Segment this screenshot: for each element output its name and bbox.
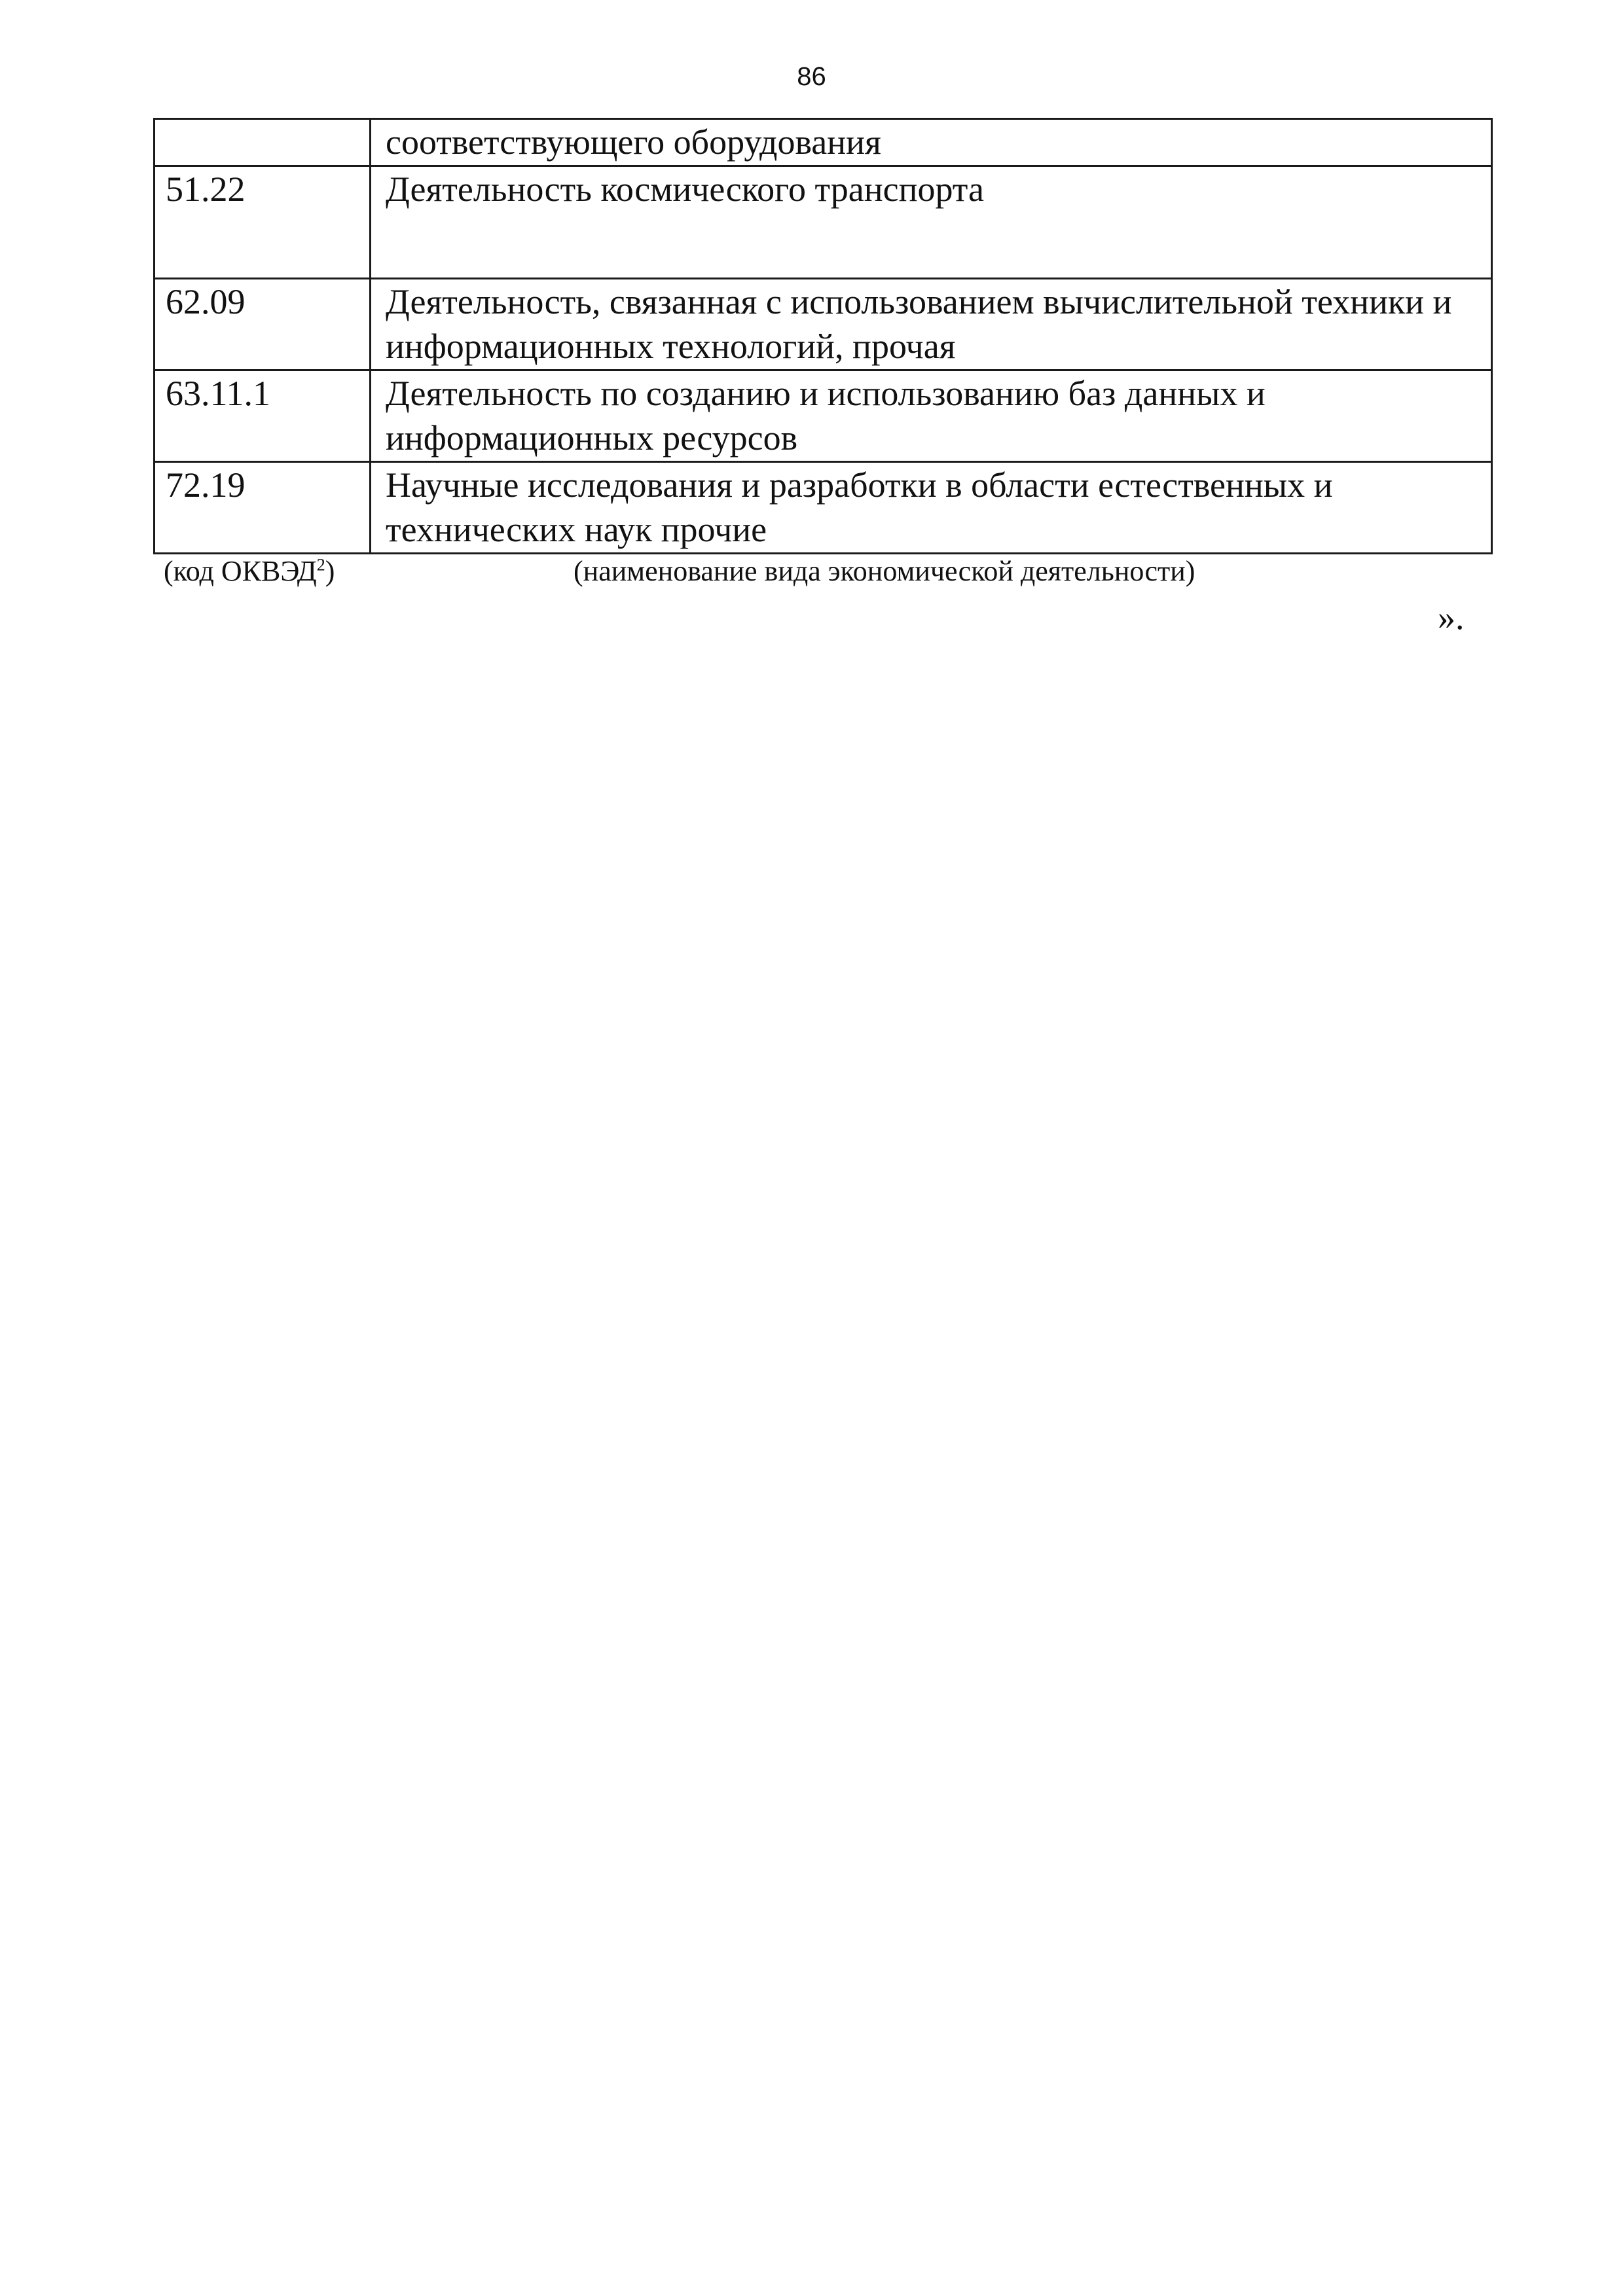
activity-name-cell: Деятельность по созданию и использованию баз данных и информационных ресурсов	[371, 370, 1492, 462]
okved-code-cell: 63.11.1	[155, 370, 371, 462]
activity-name-cell: соответствующего оборудования	[371, 119, 1492, 166]
okved-code-cell: 51.22	[155, 166, 371, 279]
okved-code-cell: 62.09	[155, 279, 371, 370]
okved-code-caption-close: )	[325, 555, 335, 587]
table-row	[155, 119, 1492, 166]
table-row	[155, 279, 1492, 370]
okved-table	[153, 118, 1493, 554]
activity-name-cell: Деятельность, связанная с использованием вычислительной техники и информационных технологий, прочая	[371, 279, 1492, 370]
okved-code-caption	[164, 554, 335, 589]
table-row	[155, 462, 1492, 554]
footnote-marker: 2	[316, 555, 325, 575]
okved-code-cell	[155, 119, 371, 166]
table-row	[155, 370, 1492, 462]
okved-code-caption-text: (код ОКВЭД	[164, 555, 317, 587]
table-row	[155, 166, 1492, 279]
okved-code-cell: 72.19	[155, 462, 371, 554]
activity-name-cell: Деятельность космического транспорта	[371, 166, 1492, 279]
activity-name-caption: (наименование вида экономической деятельности)	[574, 555, 1195, 587]
page-number: 86	[797, 62, 826, 91]
activity-name-cell: Научные исследования и разработки в области естественных и технических наук прочие	[371, 462, 1492, 554]
closing-quote: ».	[1438, 598, 1465, 637]
